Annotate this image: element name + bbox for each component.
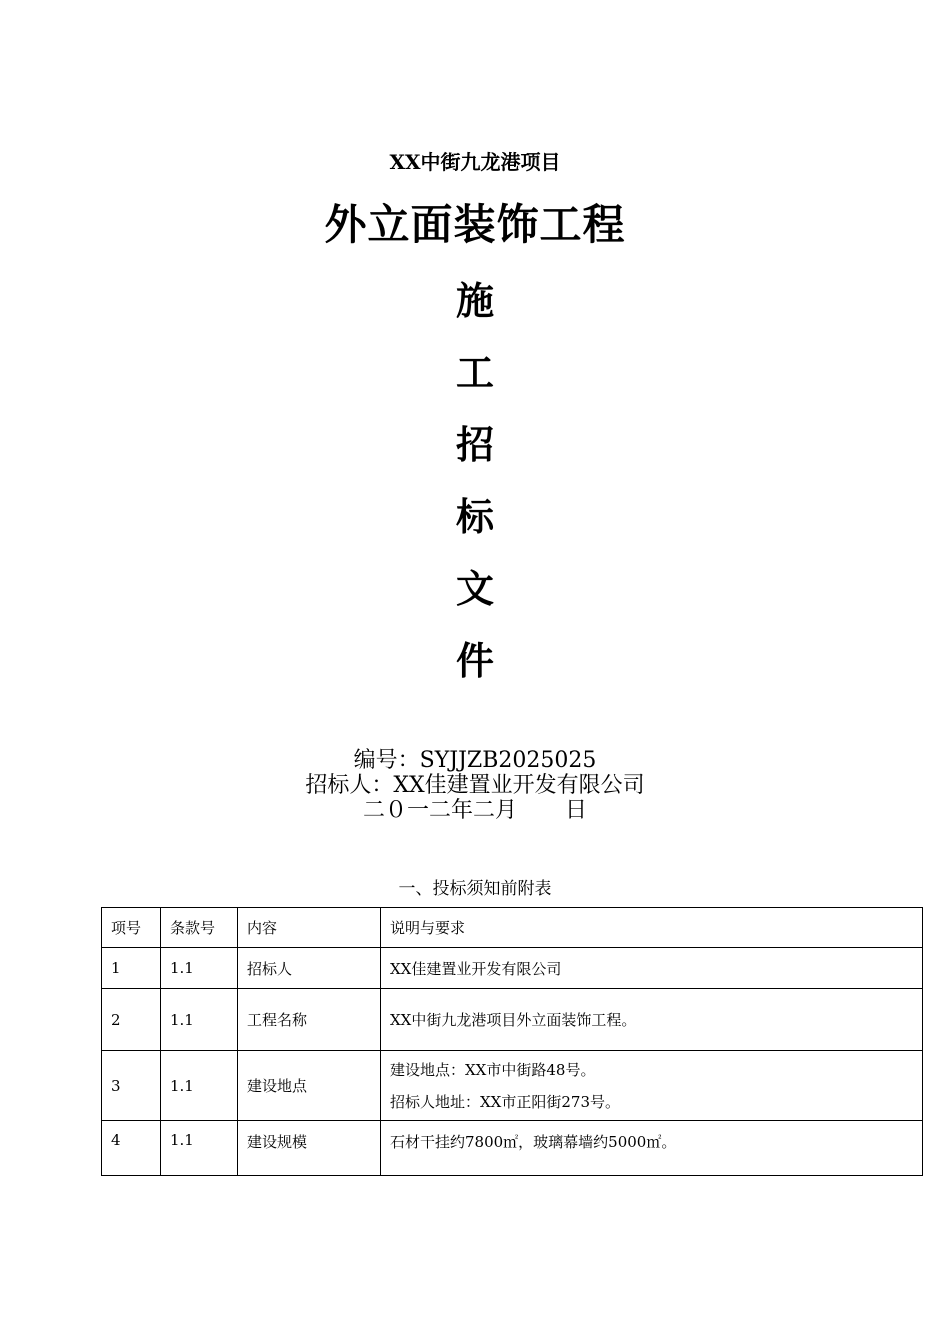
cell-item: 建设地点 xyxy=(238,1051,381,1121)
vertical-title-char: 施 xyxy=(455,278,494,323)
cell-no: 1 xyxy=(102,948,161,989)
header-item: 内容 xyxy=(238,908,381,948)
table-row xyxy=(102,989,923,1051)
cell-item: 建设规模 xyxy=(238,1121,381,1176)
cell-clause: 1.1 xyxy=(161,1051,238,1121)
cell-clause: 1.1 xyxy=(161,1121,238,1176)
cell-desc: XX佳建置业开发有限公司 xyxy=(381,948,923,989)
tenderer-label: 招标人： xyxy=(305,773,394,798)
serial-value: SYJJZB2025025 xyxy=(419,748,597,773)
appendix-title: 一、投标须知前附表 xyxy=(398,879,552,899)
appendix-table xyxy=(101,907,923,1176)
table-header-row xyxy=(102,908,923,948)
cell-item: 招标人 xyxy=(238,948,381,989)
cell-no: 4 xyxy=(102,1121,161,1176)
document-title: 外立面装饰工程 xyxy=(324,200,626,249)
cell-desc xyxy=(381,1051,923,1121)
cell-clause: 1.1 xyxy=(161,989,238,1051)
cell-no: 2 xyxy=(102,989,161,1051)
table-row xyxy=(102,948,923,989)
header-no: 项号 xyxy=(102,908,161,948)
cell-no: 3 xyxy=(102,1051,161,1121)
desc-line-site: 建设地点：XX市中街路48号。 xyxy=(390,1060,596,1079)
day-text: 日 xyxy=(565,798,588,823)
header-desc: 说明与要求 xyxy=(381,908,923,948)
vertical-title-char: 标 xyxy=(455,494,494,539)
vertical-title-char: 件 xyxy=(455,638,494,683)
table-row xyxy=(102,1121,923,1176)
serial-label: 编号： xyxy=(353,748,420,773)
vertical-title-char: 招 xyxy=(455,422,494,467)
table-row xyxy=(102,1051,923,1121)
header-clause: 条款号 xyxy=(161,908,238,948)
vertical-title-char: 文 xyxy=(455,566,494,611)
cell-clause: 1.1 xyxy=(161,948,238,989)
tenderer xyxy=(0,773,950,799)
serial-number xyxy=(0,748,950,774)
cell-desc: XX中街九龙港项目外立面装饰工程。 xyxy=(381,989,923,1051)
cell-desc: 石材干挂约7800㎡，玻璃幕墙约5000㎡。 xyxy=(381,1121,923,1176)
date-text: 二０一二年二月 xyxy=(362,798,517,823)
vertical-title-char: 工 xyxy=(455,350,494,395)
cell-item: 工程名称 xyxy=(238,989,381,1051)
issue-date xyxy=(0,798,950,824)
tenderer-value: XX佳建置业开发有限公司 xyxy=(393,773,645,798)
project-name: XX中街九龙港项目 xyxy=(389,150,561,174)
desc-line-address: 招标人地址：XX市正阳街273号。 xyxy=(390,1092,620,1111)
